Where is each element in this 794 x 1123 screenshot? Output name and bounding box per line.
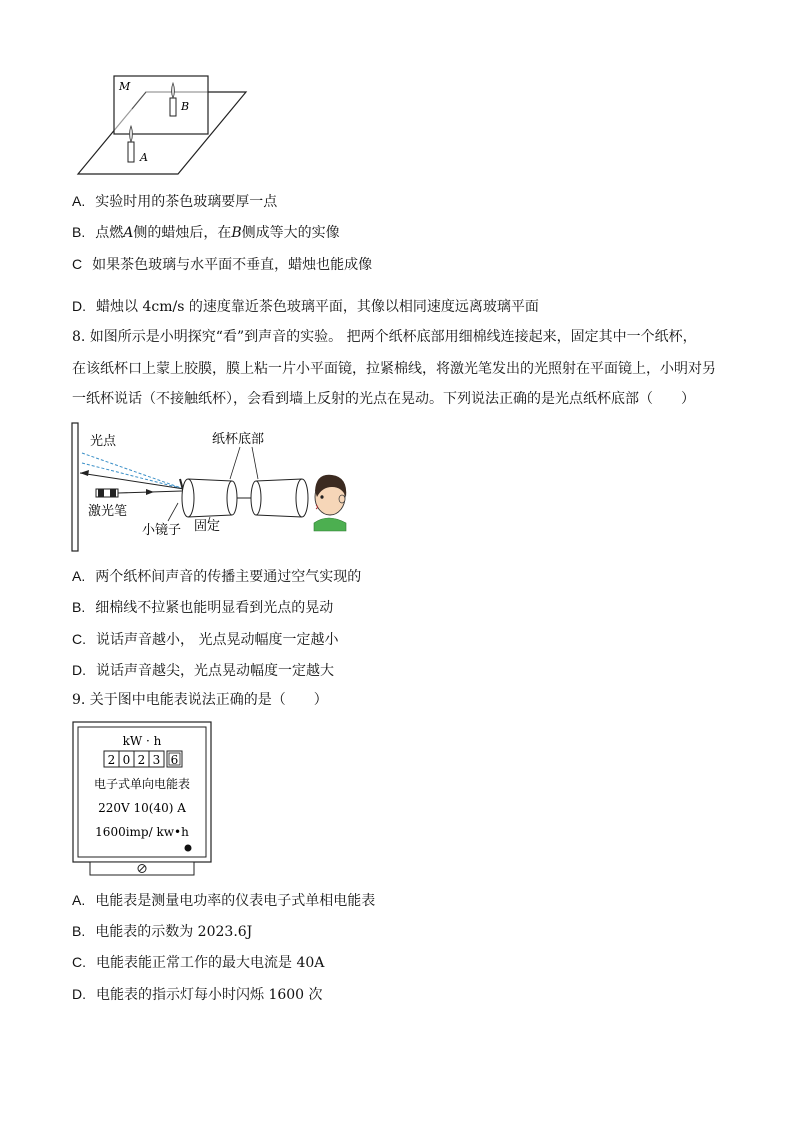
- meter-digit-3: 2: [137, 753, 146, 767]
- meter-digit-4: 3: [152, 753, 161, 767]
- q7-option-b: B. 点燃A侧的蜡烛后，在B侧成等大的实像: [72, 224, 340, 241]
- q8-stem-line-3: 一纸杯说话（不接触纸杯），会看到墙上反射的光点在晃动。下列说法正确的是光点纸杯底部（ ）: [72, 391, 695, 407]
- q8-stem-line-2: 在该纸杯口上蒙上胶膜，膜上粘一片小平面镜，拉紧棉线，将激光笔发出的光照射在平面镜上，小明对另: [72, 361, 716, 377]
- q8-stem-line-1: 8. 如图所示是小明探究“看”到声音的实验。 把两个纸杯底部用细棉线连接起来，固定其中一个纸杯，: [72, 329, 697, 345]
- meter-constant: 1600imp/ kw•h: [95, 825, 189, 839]
- q7-option-d: D. 蜡烛以 4cm/s 的速度靠近茶色玻璃平面，其像以相同速度远离玻璃平面: [72, 298, 539, 315]
- mirror-label: M: [119, 80, 131, 93]
- boy-face-icon: [314, 475, 346, 531]
- indicator-light-icon: [185, 845, 192, 852]
- q9-option-c: C. 电能表能正常工作的最大电流是 40A: [72, 954, 325, 971]
- q7-option-a: A. 实验时用的茶色玻璃要厚一点: [72, 193, 278, 210]
- meter-unit: kW · h: [122, 734, 162, 748]
- q9-option-b: B. 电能表的示数为 2023.6J: [72, 923, 253, 940]
- meter-digit-2: 0: [122, 753, 131, 767]
- meter-digit-5: 6: [170, 753, 179, 767]
- meter-name: 电子式单向电能表: [93, 777, 191, 791]
- q9-option-d: D. 电能表的指示灯每小时闪烁 1600 次: [72, 986, 323, 1003]
- paper-cup-figure: [70, 421, 360, 555]
- q8-option-c: C. 说话声音越小， 光点晃动幅度一定越小: [72, 631, 339, 648]
- laser-pen: [96, 489, 118, 497]
- q8-option-b: B. 细棉线不拉紧也能明显看到光点的晃动: [72, 599, 334, 616]
- laser-pen-label: 激光笔: [88, 504, 128, 519]
- candle-a-label: A: [140, 151, 148, 164]
- q9-stem: 9. 关于图中电能表说法正确的是（ ）: [72, 692, 328, 708]
- cup-bottom-label: 纸杯底部: [212, 432, 265, 447]
- q8-option-a: A. 两个纸杯间声音的传播主要通过空气实现的: [72, 568, 362, 585]
- mirror-experiment-figure: [74, 72, 254, 178]
- fixed-label: 固定: [194, 519, 221, 534]
- q8-option-d: D. 说话声音越尖，光点晃动幅度一定越大: [72, 662, 334, 679]
- q7-option-c: C 如果茶色玻璃与水平面不垂直，蜡烛也能成像: [72, 256, 373, 273]
- small-mirror-label: 小镜子: [142, 523, 182, 538]
- paper-cup-fixed: [182, 479, 237, 517]
- meter-rating: 220V 10(40) A: [98, 801, 186, 815]
- electricity-meter-figure: [72, 721, 214, 877]
- q9-option-a: A. 电能表是测量电功率的仪表电子式单相电能表: [72, 892, 376, 909]
- candle-b-label: B: [181, 100, 190, 113]
- meter-digit-1: 2: [107, 753, 116, 767]
- meter-digits: [104, 751, 182, 767]
- paper-cup-speaking: [251, 479, 308, 517]
- light-spot-label: 光点: [90, 434, 117, 449]
- wall: [72, 423, 78, 551]
